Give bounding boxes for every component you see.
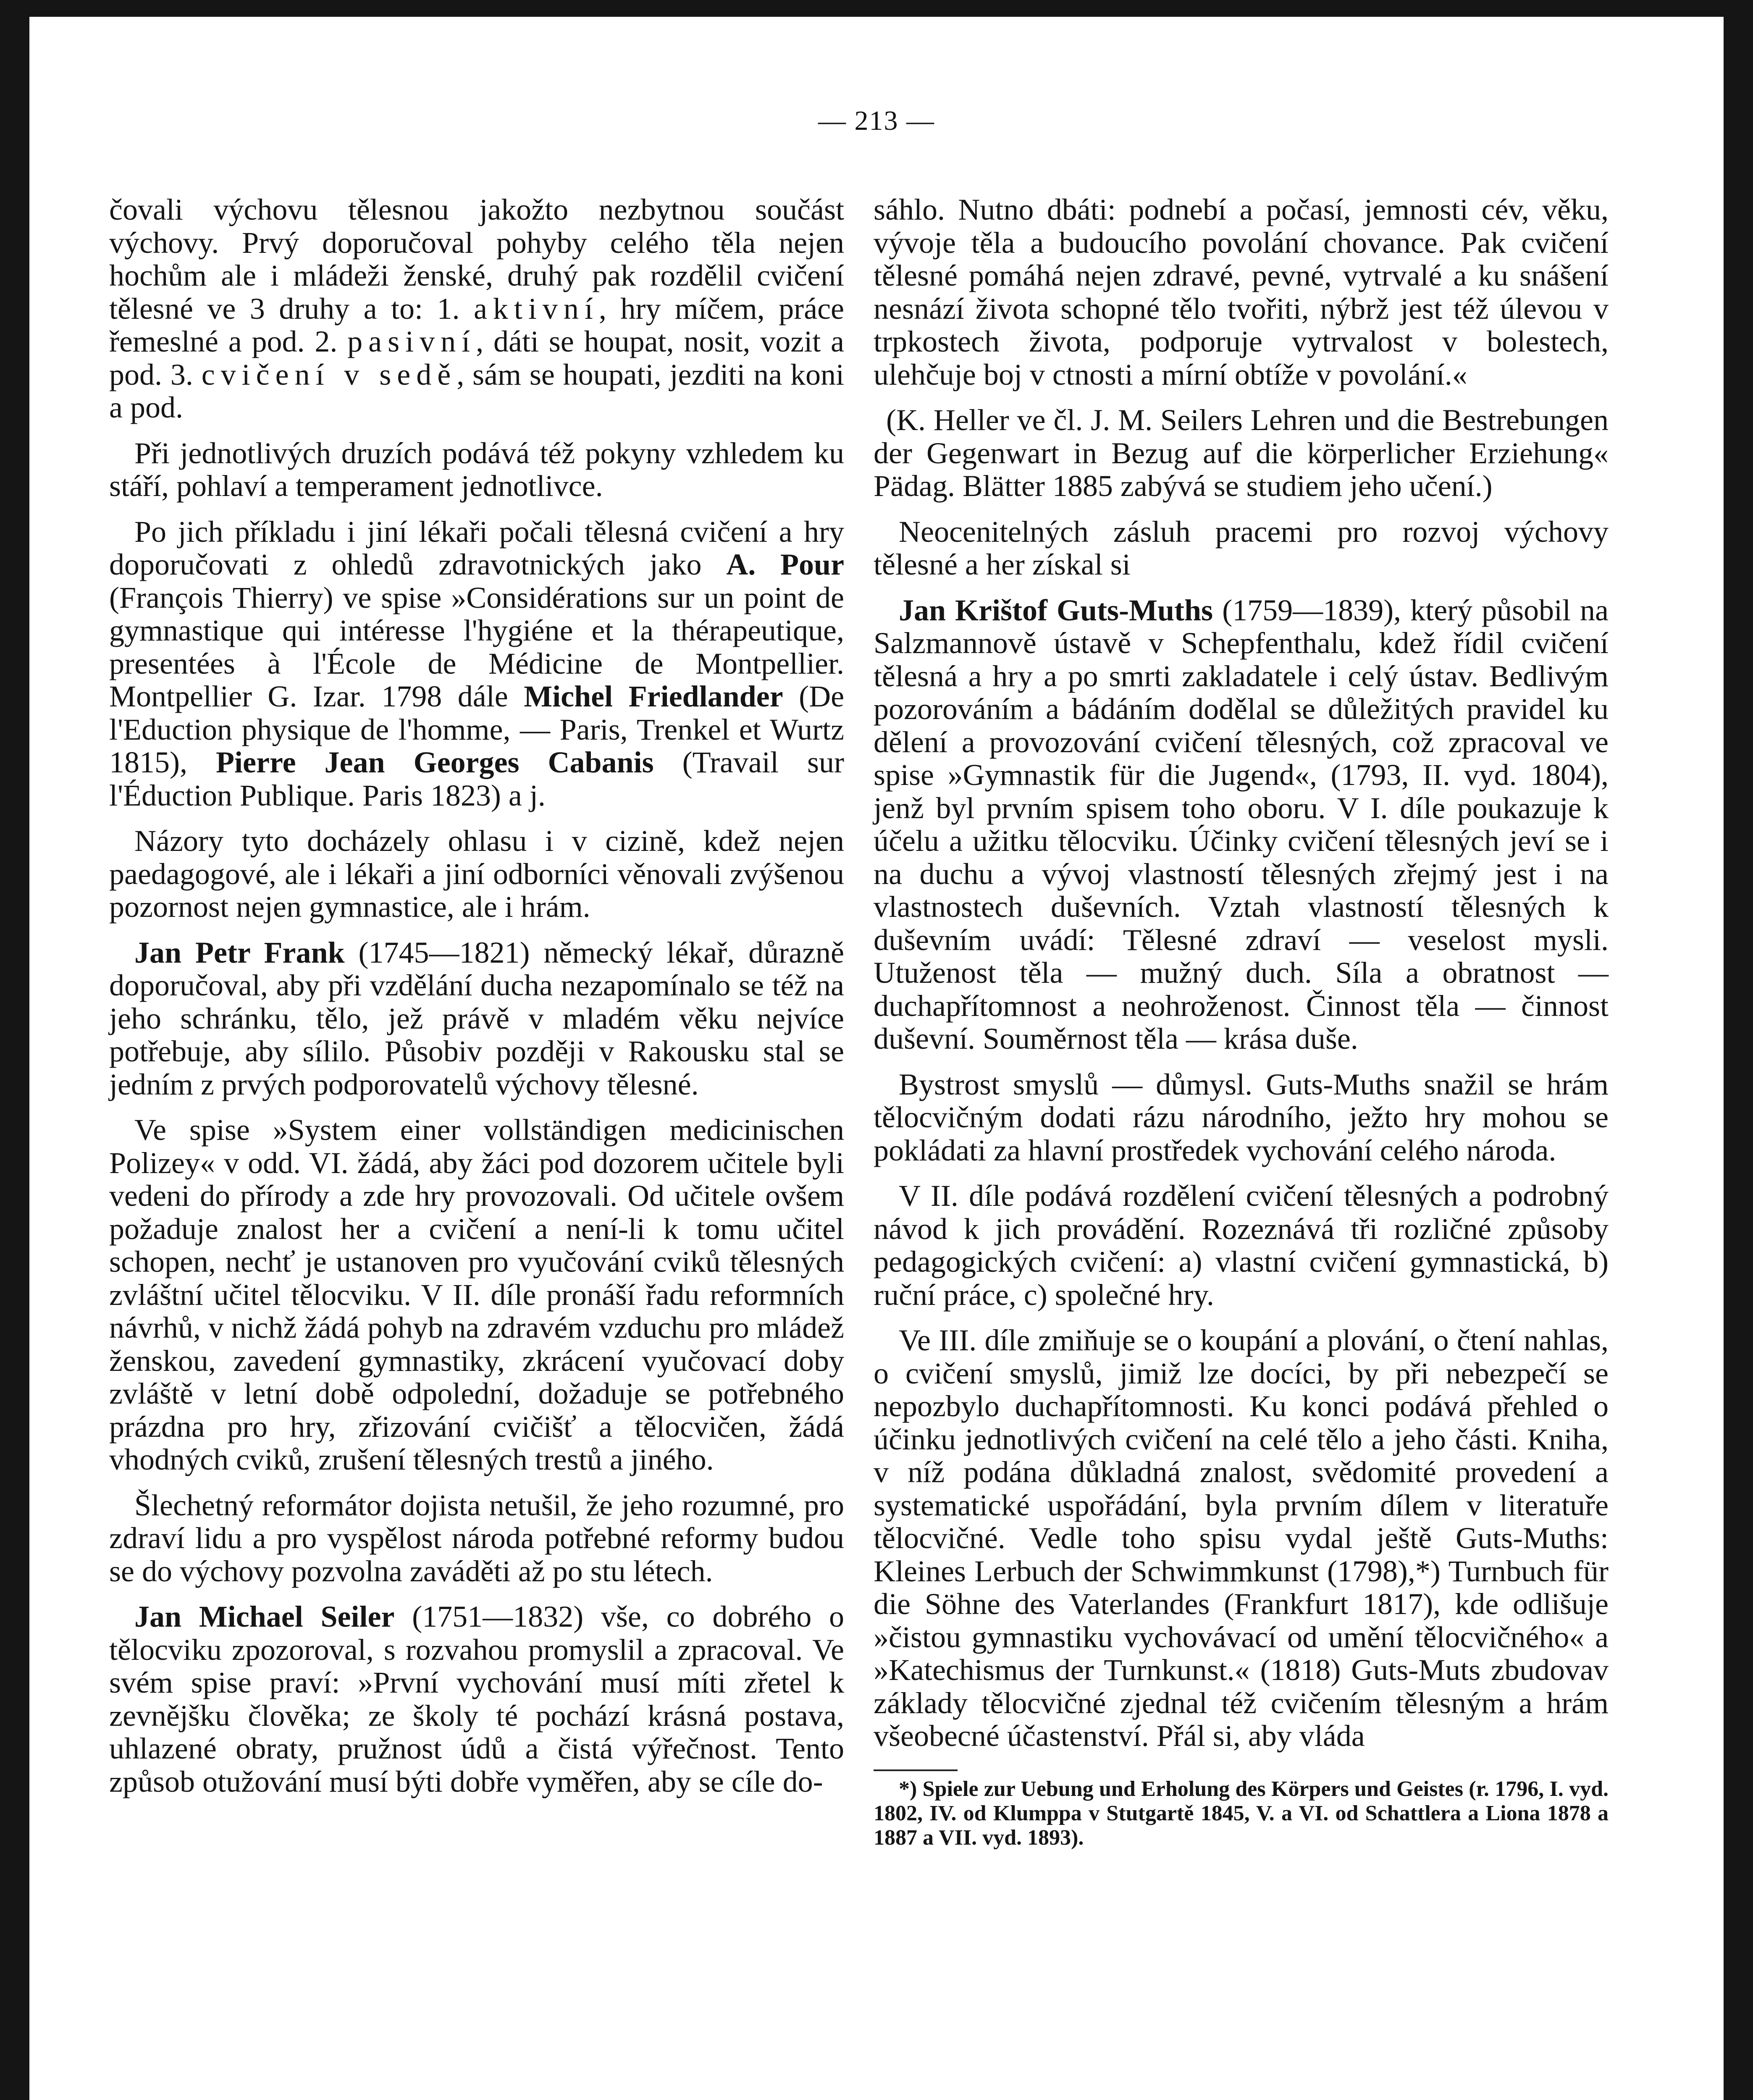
footnote-divider bbox=[874, 1769, 958, 1771]
text: , sám se houpati, jezditi na koni a pod. bbox=[109, 357, 845, 424]
paragraph bbox=[109, 1600, 844, 1798]
paragraph: Při jednotlivých druzích podává též pokyny vzhledem ku stáří, pohlaví a temperament jednotlivce. bbox=[109, 436, 844, 503]
text: čovali výchovu tělesnou jakožto nezbytnou součást výchovy. Prvý doporučoval pohyby celého těla nejen hochům ale i mládeži ženské, druhý pak rozdělil cvičení tělesné ve 3 druhy a to: 1. bbox=[109, 193, 844, 326]
scanned-page bbox=[29, 17, 1724, 2100]
paragraph bbox=[109, 936, 844, 1101]
person-name: Jan Petr Frank bbox=[134, 935, 345, 969]
left-column bbox=[109, 193, 844, 1811]
text: , hry míčem, práce řemeslné a pod. 2. bbox=[109, 291, 845, 358]
text: (Travail sur l'Éduction Publique. Paris 1823) a j. bbox=[109, 746, 845, 812]
paragraph bbox=[109, 515, 844, 812]
text: (De l'Eduction physique de l'homme, — Paris, Trenkel et Wurtz 1815), bbox=[109, 680, 845, 779]
text: (1751—1832) vše, co dobrého o tělocviku zpozoroval, s rozvahou promyslil a zpracoval. Ve svém spise praví: »První vychování musí míti zřetel k zevnějšku člověka; ze školy té pochází krásná postava, uhlazené obraty, pružnost údů a čistá výřečnost. Tento způsob otužování musí býti dobře vyměřen, aby se cíle do- bbox=[109, 1600, 845, 1798]
paragraph: Šlechetný reformátor dojista netušil, že jeho rozumné, pro zdraví lidu a pro vyspělost národa potřebné reformy budou se do výchovy pozvolna zaváděti až po stu létech. bbox=[109, 1488, 844, 1588]
text: (1759—1839), který působil na Salzmannově ústavě v Schepfenthalu, kdež řídil cvičení tělesná a hry a po smrti zakladatele i celý ústav. Bedlivým pozorováním a bádáním dodělal se důležitých pravidel ku dělení a provozování cvičení tělesných, což zpracoval ve spise »Gymnastik für die Jugend«, (1793, II. vyd. 1804), jenž byl prvním spisem toho oboru. V I. díle poukazuje k účelu a užitku tělocviku. Účinky cvičení tělesných jeví se i na duchu a vývoj vlastností tělesných zřejmý jest i na vlastnostech duševních. Vztah vlastností tělesných k duševním uvádí: Tělesné zdraví — veselost mysli. Utuženost těla — mužný duch. Síla a obratnost — duchapřítomnost a neohroženost. Činnost těla — činnost duševní. Souměrnost těla — krása duše. bbox=[874, 593, 1609, 1055]
paragraph: V II. díle podává rozdělení cvičení tělesných a podrobný návod k jich provádění. Rozeznává tři rozličné způsoby pedagogických cvičení: a) vlastní cvičení gymnastická, b) ruční práce, c) společné hry. bbox=[874, 1179, 1609, 1312]
paragraph: sáhlo. Nutno dbáti: podnebí a počasí, jemnosti cév, věku, vývoje těla a budoucího povolání chovance. Pak cvičení tělesné pomáhá nejen zdravé, pevné, vytrvalé a ku snášení nesnází života schopné tělo tvořiti, nýbrž jest též úlevou v trpkostech života, podporuje vytrvalost v bolestech, ulehčuje boj v ctnosti a mírní obtíže v povolání.« bbox=[874, 193, 1609, 391]
page-number: — 213 — bbox=[818, 105, 935, 136]
footnote: *) Spiele zur Uebung und Erholung des Körpers und Geistes (r. 1796, I. vyd. 1802, IV. od Klumppa v Stutgartě 1845, V. a VI. od Schattlera a Liona 1878 a 1887 a VII. vyd. 1893). bbox=[874, 1777, 1609, 1850]
person-name: Michel Friedlander bbox=[524, 680, 783, 713]
paragraph: Ve spise »System einer vollständigen medicinischen Polizey« v odd. VI. žádá, aby žáci pod dozorem učitele byli vedeni do přírody a zde hry provozovali. Od učitele ovšem požaduje znalost her a cvičení a není-li k tomu učitel schopen, nechť je ustanoven pro vyučování cviků tělesných zvláštní učitel tělocviku. V II. díle pronáší řadu reformních návrhů, v nichž žádá pohyb na zdravém vzduchu pro mládež ženskou, zavedení gymnastiky, zkrácení vyučovací doby zvláště v letní době odpolední, dožaduje se potřebného prázdna pro hry, zřizování cvičišť a tělocvičen, žádá vhodných cviků, zrušení tělesných trestů a jiného. bbox=[109, 1113, 844, 1476]
paragraph bbox=[109, 193, 844, 424]
paragraph: Bystrost smyslů — důmysl. Guts-Muths snažil se hrám tělocvičným dodati rázu národního, ježto hry mohou se pokládati za hlavní prostředek vychování celého národa. bbox=[874, 1067, 1609, 1167]
person-name: Jan Krištof Guts-Muths bbox=[899, 593, 1213, 627]
citation-paragraph: (K. Heller ve čl. J. M. Seilers Lehren und die Bestrebungen der Gegenwart in Bezug auf die körperlicher Erziehung« Pädag. Blätter 1885 zabývá se studiem jeho učení.) bbox=[874, 403, 1609, 503]
right-column bbox=[874, 193, 1609, 1863]
person-name: Pierre Jean Georges Cabanis bbox=[216, 746, 654, 779]
person-name: A. Pour bbox=[726, 548, 845, 581]
emphasis-text: cvičení v sedě bbox=[201, 357, 457, 391]
paragraph: Neocenitelných zásluh pracemi pro rozvoj výchovy tělesné a her získal si bbox=[874, 514, 1609, 581]
paragraph: Názory tyto docházely ohlasu i v cizině, kdež nejen paedagogové, ale i lékaři a jiní odborníci věnovali zvýšenou pozornost nejen gymnastice, ale i hrám. bbox=[109, 824, 844, 924]
text: (François Thierry) ve spise »Considérations sur un point de gymnastique qui intéresse l'hygiéne et la thérapeutique, presentées à l'École de Médicine de Montpellier. Montpellier G. Izar. 1798 dále bbox=[109, 580, 844, 713]
emphasis-text: pasivní bbox=[347, 325, 476, 358]
text: (1745—1821) německý lékař, důrazně doporučoval, aby při vzdělání ducha nezapomínalo se též na jeho schránku, tělo, jež právě v mladém věku nejvíce potřebuje, aby sílilo. Působiv později v Rakousku stal se jedním z prvých podporovatelů výchovy tělesné. bbox=[109, 935, 845, 1101]
paragraph: Ve III. díle zmiňuje se o koupání a plování, o čtení nahlas, o cvičení smyslů, jimiž lze docíci, by při nebezpečí se nepozbylo duchapřítomnosti. Ku konci podává přehled o účinku jednotlivých cvičení na celé tělo a jeho části. Kniha, v níž podána důkladná znalost, svědomité provedení a systematické uspořádání, byla prvním dílem v literatuře tělocvičné. Vedle toho spisu vydal ještě Guts-Muths: Kleines Lerbuch der Schwimmkunst (1798),*) Turnbuch für die Söhne des Vaterlandes (Frankfurt 1817), kde odlišuje »čistou gymnastiku vychovávací od umění tělocvičného« a »Katechismus der Turnkunst.« (1818) Guts-Muts zbudovav základy tělocvičné zjednal též cvičením tělesným a hrám všeobecné účastenství. Přál si, aby vláda bbox=[874, 1323, 1609, 1753]
text: , dáti se houpat, nosit, vozit a pod. 3. bbox=[109, 325, 844, 391]
text: Po jich příkladu i jiní lékaři počali tělesná cvičení a hry doporučovati z ohledů zdravotnických jako bbox=[109, 514, 844, 581]
person-name: Jan Michael Seiler bbox=[134, 1600, 395, 1633]
emphasis-text: aktivní bbox=[473, 291, 599, 326]
paragraph bbox=[874, 594, 1609, 1055]
